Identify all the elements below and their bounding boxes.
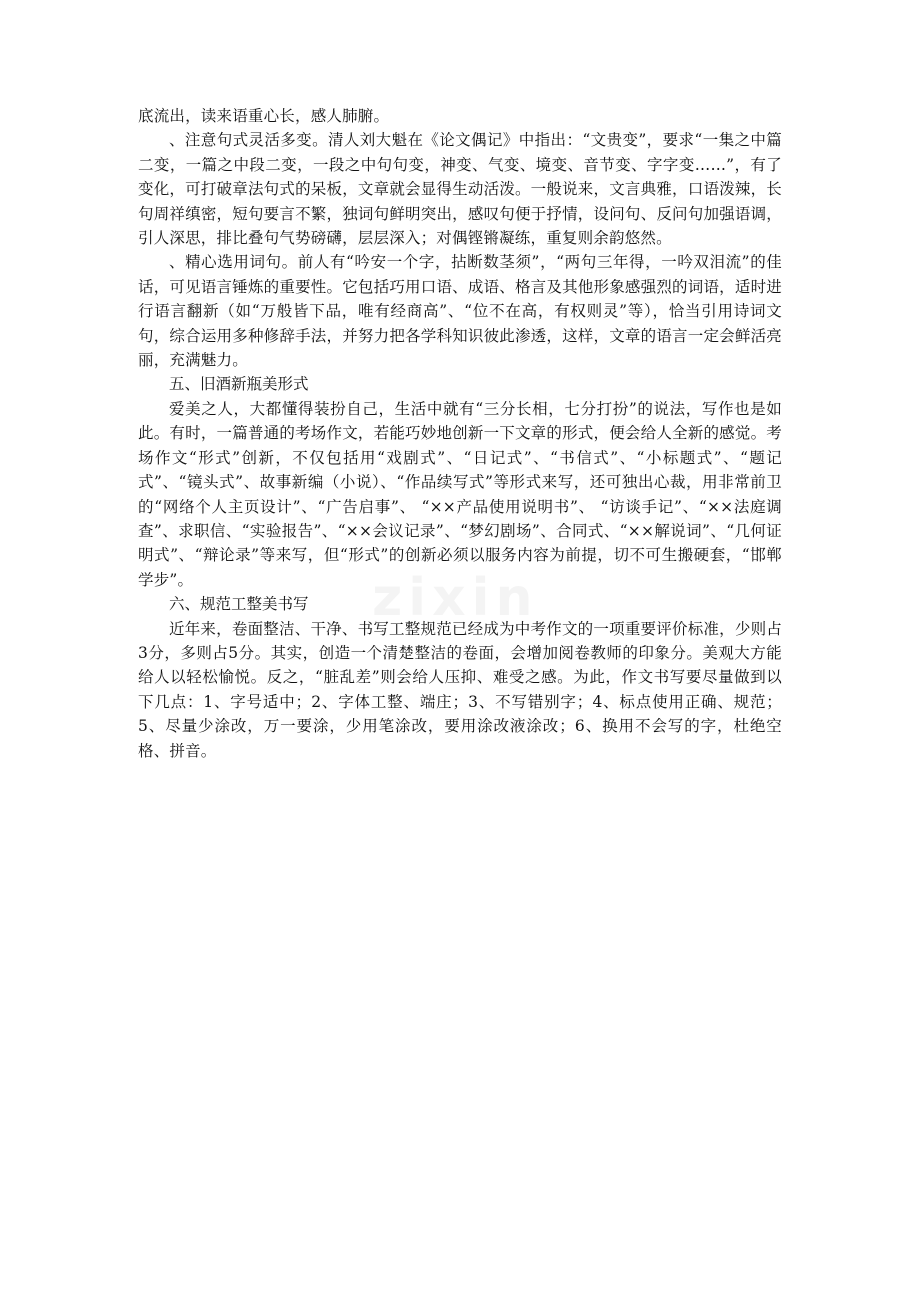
form-innovation-paragraph: 爱美之人，大都懂得装扮自己，生活中就有“三分长相，七分打扮”的说法，写作也是如此。有时，一篇普通的考场作文，若能巧妙地创新一下文章的形式，便会给人全新的感觉。考场作文“形式”创新，不仅包括用“戏剧式”、“日记式”、“书信式”、“小标题式”、“题记式”、“镜头式”、故事新编（小说）、“作品续写式”等形式来写，还可独出心裁，用非常前卫的“网络个人主页设计”、“广告启事”、 “××产品使用说明书”、 “访谈手记”、“××法庭调查”、求职信、“实验报告”、“××会议记录”、“梦幻剧场”、合同式、“××解说词”、“几何证明式”、“辩论录”等来写，但“形式”的创新必须以服务内容为前提，切不可生搬硬套，“邯郸学步”。 <box>138 399 782 589</box>
continuation-paragraph: 底流出，读来语重心长，感人肺腑。 <box>138 107 390 125</box>
section-heading-5: 五、旧酒新瓶美形式 <box>169 375 309 394</box>
handwriting-paragraph: 近年来，卷面整洁、干净、书写工整规范已经成为中考作文的一项重要评价标准，少则占3分，多则占5分。其实，创造一个清楚整洁的卷面，会增加阅卷教师的印象分。美观大方能给人以轻松愉悦。反之，“脏乱差”则会给人压抑、难受之感。为此，作文书写要尽量做到以下几点：1、字号适中；2、字体工整、端庄；3、不写错别字；4、标点使用正确、规范； 5、尽量少涂改，万一要涂，少用笔涂改，要用涂改液涂改；6、换用不会写的字，杜绝空格、拼音。 <box>138 619 782 760</box>
sentence-variety-paragraph: 、注意句式灵活多变。清人刘大魁在《论文偶记》中指出：“文贵变”，要求“一集之中篇二变，一篇之中段二变，一段之中句句变，神变、气变、境变、音节变、字字变……”，有了变化，可打破章法句式的呆板，文章就会显得生动活泼。一般说来，文言典雅，口语泼辣，长句周祥缜密，短句要言不繁，独词句鲜明突出，感叹句便于抒情，设问句、反问句加强语调，引人深思，排比叠句气势磅礴，层层深入；对偶铿锵凝练，重复则余韵悠然。 <box>138 131 782 248</box>
section-heading-6: 六、规范工整美书写 <box>169 595 309 614</box>
document-body <box>138 104 782 763</box>
word-choice-paragraph: 、精心选用词句。前人有“吟安一个字，拈断数茎须”，“两句三年得，一吟双泪流”的佳话，可见语言锤炼的重要性。它包括巧用口语、成语、格言及其他形象感强烈的词语，适时进行语言翻新（如“万般皆下品，唯有经商高”、“位不在高，有权则灵”等），恰当引用诗词文句，综合运用多种修辞手法，并努力把各学科知识彼此渗透，这样，文章的语言一定会鲜活亮丽，充满魅力。 <box>138 253 782 370</box>
